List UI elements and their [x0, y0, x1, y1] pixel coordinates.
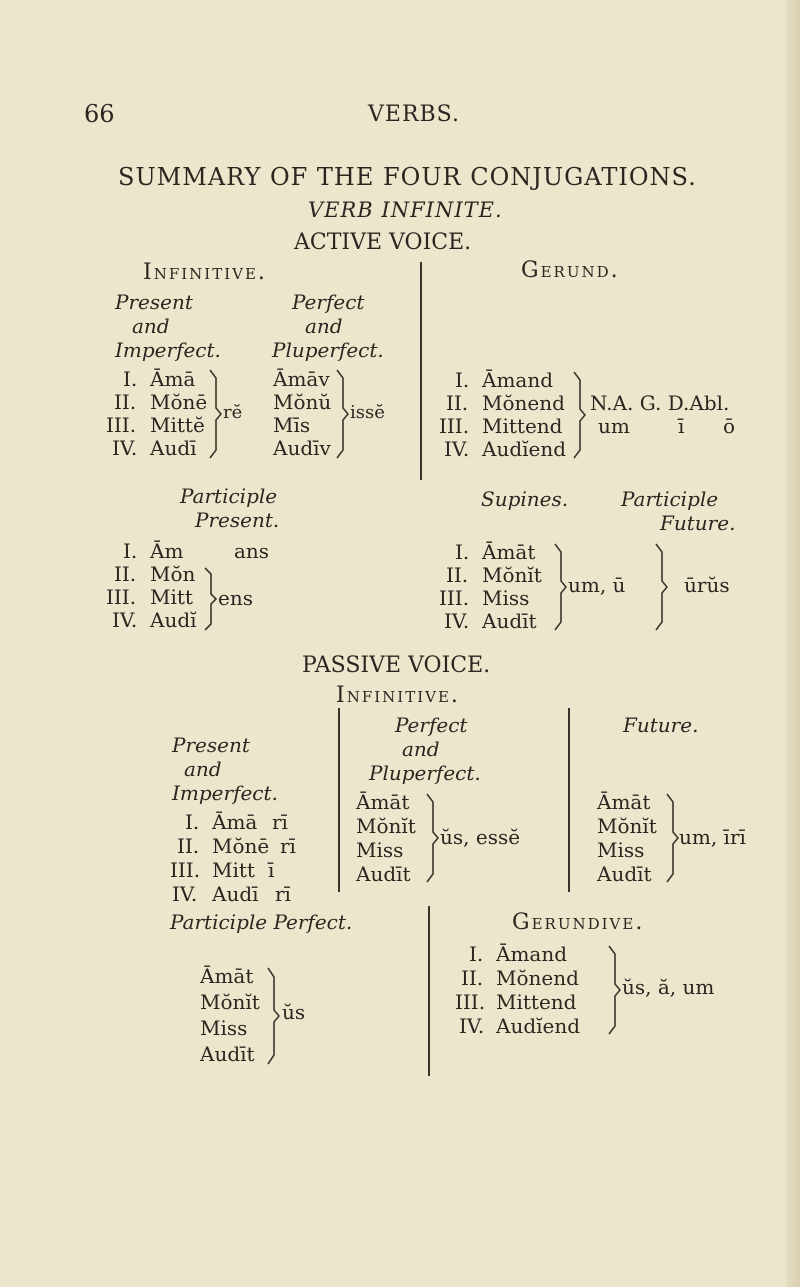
perfect-head-3: Pluperfect.	[272, 338, 384, 362]
ending: rĕ	[223, 402, 243, 423]
numeral: I.	[123, 367, 138, 391]
stem: Mŏnend	[496, 966, 579, 990]
column-divider	[338, 708, 340, 892]
ending: ans	[234, 539, 270, 563]
perfect-head-2: and	[305, 314, 343, 338]
brace-icon	[607, 944, 621, 1036]
stem: Āmand	[482, 368, 554, 392]
ending: um, ū	[568, 573, 626, 597]
stem: Audĭ	[150, 608, 197, 632]
verb-infinite-heading: VERB INFINITE.	[308, 198, 503, 222]
ending: ūrŭs	[684, 573, 730, 597]
ending: issĕ	[350, 402, 385, 423]
brace-icon	[425, 792, 439, 884]
numeral: II.	[114, 390, 137, 414]
passive-infinitive-heading: Infinitive.	[336, 683, 460, 708]
stem: Audĭend	[496, 1014, 581, 1038]
page-title: SUMMARY OF THE FOUR CONJUGATIONS.	[118, 163, 697, 191]
present-head-1: Present	[115, 290, 193, 314]
numeral: IV.	[112, 608, 138, 632]
future-heading: Future.	[623, 713, 699, 737]
ending: ŭs	[282, 1000, 306, 1024]
stem: Mitt	[212, 858, 255, 882]
stem: Miss	[482, 586, 530, 610]
stem: Mitt	[150, 585, 193, 609]
numeral: III.	[455, 990, 486, 1014]
passive-present-head-2: and	[184, 757, 222, 781]
present-head-2: and	[132, 314, 170, 338]
stem: Audĭend	[482, 437, 567, 461]
passive-present-head-1: Present	[172, 733, 250, 757]
participle-future-head-2: Future.	[660, 511, 736, 535]
stem: Āmāt	[597, 790, 651, 814]
participle-future-head-1: Participle	[621, 487, 719, 511]
stem: Āmāt	[200, 964, 254, 988]
brace-icon	[266, 966, 280, 1066]
active-voice-heading: ACTIVE VOICE.	[294, 230, 472, 255]
stem: Mittĕ	[150, 413, 205, 437]
brace-icon	[665, 792, 679, 884]
stem: Mīs	[273, 413, 311, 437]
brace-icon	[208, 368, 222, 460]
passive-present-head-3: Imperfect.	[172, 781, 278, 805]
numeral: II.	[446, 563, 469, 587]
numeral: I.	[455, 368, 470, 392]
numeral: IV.	[172, 882, 198, 906]
ending: rī	[272, 810, 288, 834]
brace-icon	[572, 370, 586, 460]
column-divider	[420, 262, 422, 480]
stem: Mŏnĭt	[482, 563, 542, 587]
participle-present-head-1: Participle	[180, 484, 278, 508]
stem: Āmā	[212, 810, 258, 834]
ending: ens	[218, 586, 253, 610]
stem: Mŏnŭ	[273, 390, 332, 414]
ending: um, īrī	[679, 825, 746, 849]
numeral: I.	[469, 942, 484, 966]
stem: Āmāv	[273, 367, 330, 391]
stem: Mittend	[496, 990, 577, 1014]
column-divider	[568, 708, 570, 892]
ending: rī	[275, 882, 291, 906]
numeral: II.	[177, 834, 200, 858]
stem: Mŏnĭt	[597, 814, 657, 838]
stem: Mŏnĭt	[200, 990, 260, 1014]
supines-heading: Supines.	[481, 487, 569, 511]
passive-perfect-head-3: Pluperfect.	[369, 761, 481, 785]
stem: Audīt	[200, 1042, 255, 1066]
stem: Mŏnend	[482, 391, 565, 415]
stem: Āmand	[496, 942, 568, 966]
case-labels: N.A. G. D.Abl.	[590, 391, 730, 415]
page-edge-shadow	[786, 0, 800, 1287]
running-title: VERBS.	[368, 102, 460, 127]
numeral: II.	[461, 966, 484, 990]
numeral: III.	[439, 414, 470, 438]
brace-icon	[335, 368, 349, 460]
numeral: III.	[106, 585, 137, 609]
stem: Audīt	[482, 609, 537, 633]
stem: Ām	[150, 539, 184, 563]
participle-present-head-2: Present.	[195, 508, 280, 532]
numeral: IV.	[459, 1014, 485, 1038]
stem: Audīt	[597, 862, 652, 886]
stem: Mŏnĭt	[356, 814, 416, 838]
case-ending: ō	[723, 414, 736, 438]
stem: Āmāt	[356, 790, 410, 814]
passive-perfect-head-1: Perfect	[395, 713, 468, 737]
numeral: II.	[114, 562, 137, 586]
stem: Miss	[356, 838, 404, 862]
brace-icon	[553, 542, 567, 632]
numeral: III.	[439, 586, 470, 610]
numeral: IV.	[444, 437, 470, 461]
numeral: IV.	[444, 609, 470, 633]
brace-icon	[203, 566, 217, 632]
participle-perfect-heading: Participle Perfect.	[170, 910, 353, 934]
passive-voice-heading: PASSIVE VOICE.	[302, 653, 491, 678]
stem: Audī	[150, 436, 197, 460]
stem: Mittend	[482, 414, 563, 438]
numeral: I.	[123, 539, 138, 563]
numeral: I.	[185, 810, 200, 834]
stem: Miss	[597, 838, 645, 862]
numeral: III.	[170, 858, 201, 882]
stem: Miss	[200, 1016, 248, 1040]
gerund-heading: Gerund.	[521, 258, 620, 283]
stem: Mŏnē	[150, 390, 208, 414]
brace-icon	[654, 542, 668, 632]
numeral: IV.	[112, 436, 138, 460]
stem: Audīt	[356, 862, 411, 886]
numeral: I.	[455, 540, 470, 564]
stem: Mŏn	[150, 562, 196, 586]
active-infinitive-heading: Infinitive.	[143, 260, 267, 285]
stem: Āmā	[150, 367, 196, 391]
numeral: II.	[446, 391, 469, 415]
present-head-3: Imperfect.	[115, 338, 221, 362]
case-ending: ī	[678, 414, 685, 438]
passive-perfect-head-2: and	[402, 737, 440, 761]
ending: ī	[268, 858, 275, 882]
ending: ŭs, ă, um	[622, 975, 715, 999]
ending: ŭs, essĕ	[440, 825, 521, 849]
perfect-head-1: Perfect	[292, 290, 365, 314]
ending: rī	[280, 834, 296, 858]
stem: Āmāt	[482, 540, 536, 564]
stem: Audīv	[273, 436, 331, 460]
gerundive-heading: Gerundive.	[512, 910, 645, 935]
column-divider	[428, 906, 430, 1076]
case-ending: um	[598, 414, 630, 438]
stem: Audī	[212, 882, 259, 906]
page-number: 66	[84, 100, 115, 128]
stem: Mŏnē	[212, 834, 270, 858]
numeral: III.	[106, 413, 137, 437]
